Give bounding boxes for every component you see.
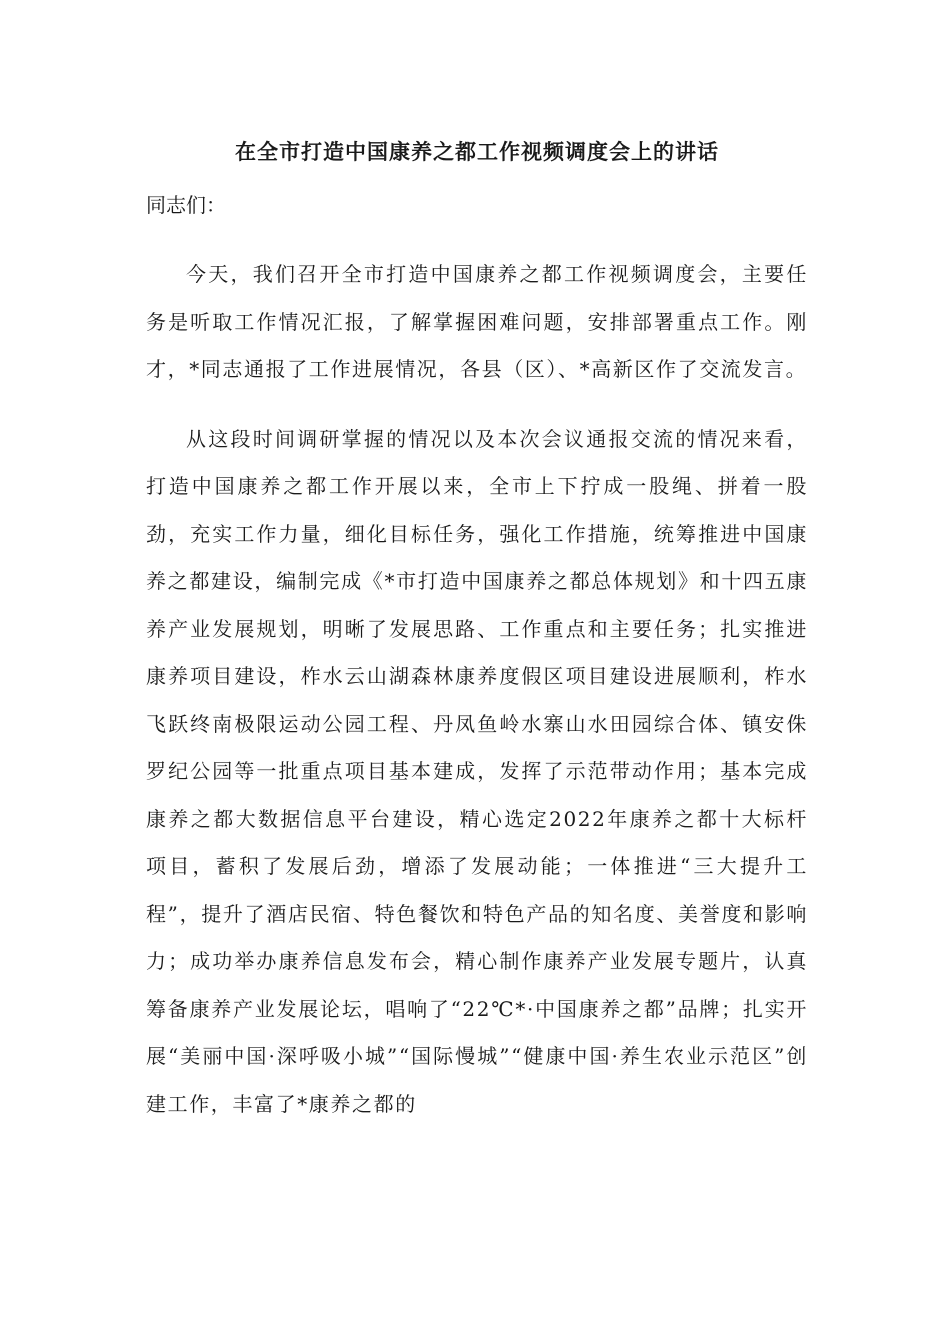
paragraph-progress: 从这段时间调研掌握的情况以及本次会议通报交流的情况来看，打造中国康养之都工作开展以来，全市上下拧成一股绳、拼着一股劲，充实工作力量，细化目标任务，强化工作措施，统筹推进中国康养之都建设，编制完成《*市打造中国康养之都总体规划》和十四五康养产业发展规划，明晰了发展思路、工作重点和主要任务；扎实推进康养项目建设，柞水云山湖森林康养度假区项目建设进展顺利，柞水飞跃终南极限运动公园工程、丹凤鱼岭水寨山水田园综合体、镇安侏罗纪公园等一批重点项目基本建成，发挥了示范带动作用；基本完成康养之都大数据信息平台建设，精心选定2022年康养之都十大标杆项目，蓄积了发展后劲，增添了发展动能；一体推进“三大提升工程”，提升了酒店民宿、特色餐饮和特色产品的知名度、美誉度和影响力；成功举办康养信息发布会，精心制作康养产业发展专题片，认真筹备康养产业发展论坛，唱响了“22℃*·中国康养之都”品牌；扎实开展“美丽中国·深呼吸小城”“国际慢城”“健康中国·养生农业示范区”创建工作，丰富了*康养之都的 [146, 426, 808, 1116]
paragraph-opening: 今天，我们召开全市打造中国康养之都工作视频调度会，主要任务是听取工作情况汇报，了解掌握困难问题，安排部署重点工作。刚才，*同志通报了工作进展情况，各县（区）、*高新区作了交流发言。 [146, 262, 808, 381]
document-page [146, 122, 808, 1150]
salutation: 同志们： [146, 193, 226, 217]
document-title: 在全市打造中国康养之都工作视频调度会上的讲话 [235, 139, 719, 164]
